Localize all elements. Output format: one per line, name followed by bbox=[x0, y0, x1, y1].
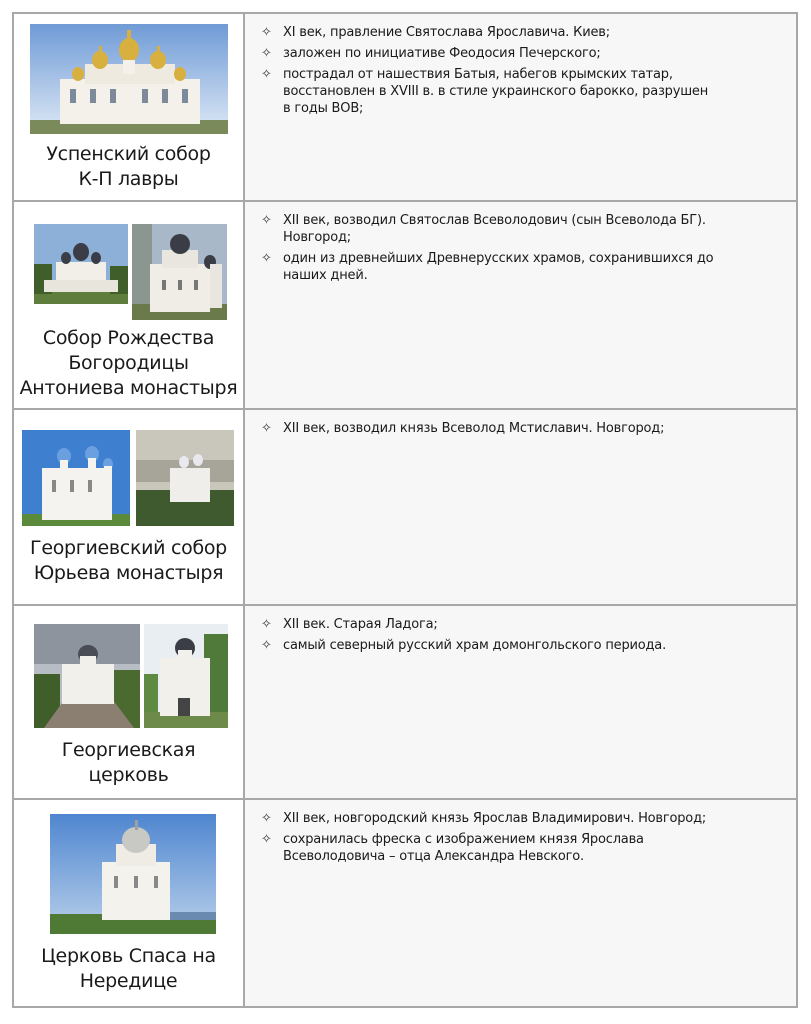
church-photo bbox=[22, 430, 130, 526]
list-item: ✧ самый северный русский храм домонгольского периода. bbox=[261, 638, 667, 653]
church-photo bbox=[30, 24, 228, 134]
row-left-cell bbox=[14, 606, 245, 798]
sparkle-bullet-icon: ✧ bbox=[261, 832, 272, 847]
church-photo bbox=[132, 224, 227, 320]
sparkle-bullet-icon: ✧ bbox=[261, 811, 272, 826]
list-item: ✧ XII век, возводил князь Всеволод Мстиславич. Новгород; bbox=[261, 421, 665, 436]
list-item: ✧ XII век, новгородский князь Ярослав Владимирович. Новгород; bbox=[261, 811, 707, 826]
sparkle-bullet-icon: ✧ bbox=[261, 67, 272, 82]
church-name: Церковь Спаса на Нередице bbox=[41, 945, 216, 992]
church-name: Георгиевская церковь bbox=[61, 739, 196, 786]
list-item: ✧ пострадал от нашествия Батыя, набегов крымских татар, восстановлен в XVIII в. в стиле украинского барокко, разрушен в годы ВОВ; bbox=[261, 67, 709, 116]
table-row bbox=[14, 202, 796, 410]
church-photo bbox=[136, 430, 234, 526]
church-name: Георгиевский собор Юрьева монастыря bbox=[30, 537, 227, 584]
row-left-cell bbox=[14, 410, 245, 604]
row-description bbox=[245, 202, 796, 408]
sparkle-bullet-icon: ✧ bbox=[261, 25, 272, 40]
bullet-list bbox=[259, 616, 782, 658]
list-item: ✧ XI век, правление Святослава Ярославича. Киев; bbox=[261, 25, 610, 40]
church-photo bbox=[34, 624, 140, 728]
church-photo bbox=[50, 814, 216, 934]
bullet-list bbox=[259, 420, 782, 441]
sparkle-bullet-icon: ✧ bbox=[261, 46, 272, 61]
row-left-cell bbox=[14, 202, 245, 408]
sparkle-bullet-icon: ✧ bbox=[261, 251, 272, 266]
churches-table bbox=[12, 12, 798, 1008]
church-name: Собор Рождества Богородицы Антониева монастыря bbox=[19, 327, 238, 399]
table-row bbox=[14, 410, 796, 606]
row-left-cell bbox=[14, 14, 245, 200]
list-item: ✧ заложен по инициативе Феодосия Печерского; bbox=[261, 46, 601, 61]
list-item: ✧ сохранилась фреска с изображением князя Ярослава Всеволодовича – отца Александра Невского. bbox=[261, 832, 644, 864]
row-description bbox=[245, 14, 796, 200]
bullet-list bbox=[259, 212, 782, 288]
table-row bbox=[14, 800, 796, 1006]
list-item: ✧ один из древнейших Древнерусских храмов, сохранившихся до наших дней. bbox=[261, 251, 714, 283]
sparkle-bullet-icon: ✧ bbox=[261, 421, 272, 436]
sparkle-bullet-icon: ✧ bbox=[261, 213, 272, 228]
bullet-list bbox=[259, 24, 782, 121]
table-row bbox=[14, 606, 796, 800]
church-name: Успенский собор К-П лавры bbox=[46, 143, 211, 190]
table-row bbox=[14, 14, 796, 202]
sparkle-bullet-icon: ✧ bbox=[261, 617, 272, 632]
bullet-list bbox=[259, 810, 782, 869]
list-item: ✧ XII век. Старая Ладога; bbox=[261, 617, 438, 632]
sparkle-bullet-icon: ✧ bbox=[261, 638, 272, 653]
row-description bbox=[245, 410, 796, 604]
row-left-cell bbox=[14, 800, 245, 1006]
church-photo bbox=[34, 224, 128, 304]
row-description bbox=[245, 606, 796, 798]
list-item: ✧ XII век, возводил Святослав Всеволодович (сын Всеволода БГ). Новгород; bbox=[261, 213, 706, 245]
church-photo bbox=[144, 624, 228, 728]
row-description bbox=[245, 800, 796, 1006]
